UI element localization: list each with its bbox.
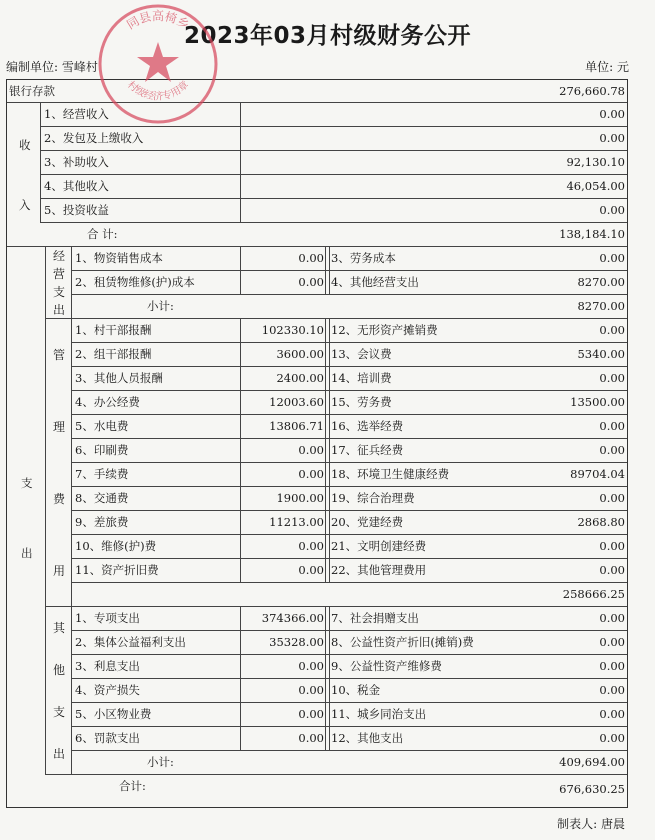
operating-mid-rule <box>325 246 326 294</box>
other-side-label: 其 <box>52 621 65 635</box>
operating-subtotal-value: 8270.00 <box>577 299 625 313</box>
management-item-value: 0.00 <box>599 443 625 457</box>
other-side-label: 他 <box>52 663 65 677</box>
management-item-label: 16、选举经费 <box>331 419 404 433</box>
other-item-label: 10、税金 <box>331 683 381 697</box>
operating-item-value: 0.00 <box>599 251 625 265</box>
management-item-label: 18、环境卫生健康经费 <box>331 467 450 481</box>
operating-item-value: 0.00 <box>298 251 324 265</box>
income-item-label: 1、经营收入 <box>44 107 109 121</box>
operating-side-label: 营 <box>52 267 65 281</box>
management-item-value: 0.00 <box>599 323 625 337</box>
management-item-value: 102330.10 <box>261 323 324 337</box>
management-item-value: 5340.00 <box>577 347 625 361</box>
management-side-label: 费 <box>52 492 65 506</box>
operating-row-rule <box>71 270 627 271</box>
income-total-label: 合 计: <box>87 227 118 241</box>
other-item-label: 12、其他支出 <box>331 731 404 745</box>
management-item-value: 0.00 <box>599 563 625 577</box>
other-item-label: 6、罚款支出 <box>75 731 140 745</box>
management-row-rule <box>71 366 627 367</box>
other-row-rule <box>71 630 627 631</box>
other-item-value: 0.00 <box>599 659 625 673</box>
income-row-rule <box>40 150 627 151</box>
management-item-value: 0.00 <box>599 419 625 433</box>
management-item-value: 1900.00 <box>276 491 324 505</box>
management-item-label: 12、无形资产摊销费 <box>331 323 438 337</box>
management-item-label: 5、水电费 <box>75 419 129 433</box>
income-item-value: 0.00 <box>599 107 625 121</box>
other-item-label: 5、小区物业费 <box>75 707 152 721</box>
management-side-label: 理 <box>52 420 65 434</box>
other-item-label: 11、城乡同治支出 <box>331 707 427 721</box>
other-subtotal-label: 小计: <box>147 755 174 769</box>
grand-total-value: 676,630.25 <box>559 782 625 796</box>
other-side-label: 出 <box>52 747 65 761</box>
management-item-value: 0.00 <box>599 539 625 553</box>
management-row-rule <box>71 486 627 487</box>
management-item-value: 0.00 <box>298 443 324 457</box>
other-item-value: 0.00 <box>599 611 625 625</box>
management-item-value: 2868.80 <box>577 515 625 529</box>
other-item-value: 0.00 <box>599 731 625 745</box>
income-row-rule <box>40 222 627 223</box>
other-value-rule <box>240 606 241 750</box>
income-item-label: 5、投资收益 <box>44 203 109 217</box>
expense-side-label: 支 <box>21 476 33 490</box>
other-item-label: 9、公益性资产维修费 <box>331 659 442 673</box>
management-item-value: 0.00 <box>298 539 324 553</box>
official-seal <box>96 2 220 126</box>
other-item-value: 0.00 <box>298 659 324 673</box>
management-side-label: 管 <box>52 348 65 362</box>
operating-side-label: 经 <box>52 249 65 263</box>
management-side-rule <box>71 318 72 606</box>
management-item-label: 7、手续费 <box>75 467 129 481</box>
management-item-value: 13500.00 <box>570 395 625 409</box>
income-item-label: 4、其他收入 <box>44 179 109 193</box>
expense-side-rule <box>45 246 46 774</box>
management-item-label: 14、培训费 <box>331 371 392 385</box>
management-item-label: 10、维修(护)费 <box>75 539 157 553</box>
income-row-rule <box>40 174 627 175</box>
income-item-value: 92,130.10 <box>566 155 625 169</box>
other-subtotal-value: 409,694.00 <box>559 755 625 769</box>
management-row-rule <box>71 510 627 511</box>
income-side-rule <box>40 102 41 222</box>
management-item-value: 13806.71 <box>269 419 324 433</box>
management-row-rule <box>71 558 627 559</box>
management-item-label: 22、其他管理费用 <box>331 563 427 577</box>
other-item-label: 8、公益性资产折旧(摊销)费 <box>331 635 474 649</box>
income-item-value: 46,054.00 <box>566 179 625 193</box>
operating-subtotal-label: 小计: <box>147 299 174 313</box>
other-item-value: 35328.00 <box>269 635 324 649</box>
income-item-label: 3、补助收入 <box>44 155 109 169</box>
preparer-unit: 编制单位: 雪峰村 <box>6 60 98 74</box>
management-side-label: 用 <box>52 564 65 578</box>
operating-item-label: 3、劳务成本 <box>331 251 396 265</box>
other-subtotal-rule <box>45 774 627 775</box>
svg-text:同县高椅乡: 同县高椅乡 <box>124 9 192 33</box>
management-item-value: 89704.04 <box>570 467 625 481</box>
management-item-label: 11、资产折旧费 <box>75 563 159 577</box>
management-item-label: 6、印刷费 <box>75 443 129 457</box>
management-item-value: 12003.60 <box>269 395 324 409</box>
operating-side-rule <box>71 246 72 318</box>
management-item-label: 21、文明创建经费 <box>331 539 427 553</box>
management-row-rule <box>71 438 627 439</box>
other-row-rule <box>71 678 627 679</box>
finance-table <box>6 79 628 808</box>
management-item-label: 17、征兵经费 <box>331 443 404 457</box>
operating-item-value: 0.00 <box>298 275 324 289</box>
bank-value: 276,660.78 <box>559 84 625 98</box>
management-item-label: 4、办公经费 <box>75 395 140 409</box>
operating-subtotal-rule <box>45 318 627 319</box>
other-item-value: 0.00 <box>599 635 625 649</box>
income-item-value: 0.00 <box>599 131 625 145</box>
management-mid-rule <box>325 318 326 582</box>
operating-mid-rule <box>329 246 330 294</box>
other-side-label: 支 <box>52 705 65 719</box>
grand-total-label: 合计: <box>119 779 146 793</box>
income-row-rule <box>40 126 627 127</box>
management-item-label: 19、综合治理费 <box>331 491 415 505</box>
income-item-value: 0.00 <box>599 203 625 217</box>
management-item-value: 0.00 <box>599 371 625 385</box>
management-item-label: 1、村干部报酬 <box>75 323 152 337</box>
income-total-value: 138,184.10 <box>559 227 625 241</box>
management-row-rule <box>71 462 627 463</box>
other-item-value: 0.00 <box>298 683 324 697</box>
other-item-value: 0.00 <box>298 731 324 745</box>
other-item-label: 4、资产损失 <box>75 683 140 697</box>
management-item-label: 3、其他人员报酬 <box>75 371 163 385</box>
management-item-value: 0.00 <box>298 563 324 577</box>
management-item-value: 0.00 <box>599 491 625 505</box>
other-item-label: 7、社会捐赠支出 <box>331 611 419 625</box>
operating-item-label: 1、物资销售成本 <box>75 251 163 265</box>
currency-unit: 单位: 元 <box>585 60 629 74</box>
other-side-rule <box>71 606 72 774</box>
operating-value-rule <box>240 246 241 294</box>
other-item-label: 3、利息支出 <box>75 659 140 673</box>
prepared-by: 制表人: 唐晨 <box>557 817 625 831</box>
management-item-label: 13、会议费 <box>331 347 392 361</box>
operating-item-label: 4、其他经营支出 <box>331 275 419 289</box>
operating-item-value: 8270.00 <box>577 275 625 289</box>
other-row-rule <box>71 726 627 727</box>
other-row-rule <box>71 654 627 655</box>
other-row-rule <box>71 702 627 703</box>
other-item-value: 374366.00 <box>261 611 324 625</box>
operating-side-label: 支 <box>52 285 65 299</box>
management-row-rule <box>71 414 627 415</box>
management-item-label: 9、差旅费 <box>75 515 129 529</box>
income-value-rule <box>240 102 241 222</box>
operating-item-label: 2、租赁物维修(护)成本 <box>75 275 195 289</box>
svg-text:村级经济专用章: 村级经济专用章 <box>124 79 192 103</box>
management-item-label: 8、交通费 <box>75 491 129 505</box>
operating-side-label: 出 <box>52 303 65 317</box>
operating-row-rule <box>71 294 627 295</box>
management-row-rule <box>71 390 627 391</box>
other-mid-rule <box>329 606 330 750</box>
management-value-rule <box>240 318 241 582</box>
management-subtotal-value: 258666.25 <box>562 587 625 601</box>
management-row-rule <box>71 582 627 583</box>
management-mid-rule <box>329 318 330 582</box>
management-item-value: 3600.00 <box>276 347 324 361</box>
management-item-value: 2400.00 <box>276 371 324 385</box>
management-item-label: 20、党建经费 <box>331 515 404 529</box>
management-row-rule <box>71 534 627 535</box>
management-subtotal-rule <box>45 606 627 607</box>
management-item-label: 15、劳务费 <box>331 395 392 409</box>
income-item-label: 2、发包及上缴收入 <box>44 131 144 145</box>
management-item-value: 0.00 <box>298 467 324 481</box>
management-item-label: 2、组干部报酬 <box>75 347 152 361</box>
bank-label: 银行存款 <box>9 84 55 98</box>
other-item-label: 1、专项支出 <box>75 611 140 625</box>
income-total-rule <box>7 246 627 247</box>
income-row-rule <box>40 198 627 199</box>
other-item-value: 0.00 <box>298 707 324 721</box>
other-item-label: 2、集体公益福利支出 <box>75 635 186 649</box>
expense-side-label: 出 <box>21 546 33 560</box>
management-row-rule <box>71 342 627 343</box>
other-item-value: 0.00 <box>599 683 625 697</box>
other-item-value: 0.00 <box>599 707 625 721</box>
income-side-label: 入 <box>19 198 31 212</box>
income-side-label: 收 <box>19 138 31 152</box>
other-row-rule <box>71 750 627 751</box>
other-mid-rule <box>325 606 326 750</box>
management-item-value: 11213.00 <box>269 515 324 529</box>
page-title: 2023年03月村级财务公开 <box>183 23 472 49</box>
